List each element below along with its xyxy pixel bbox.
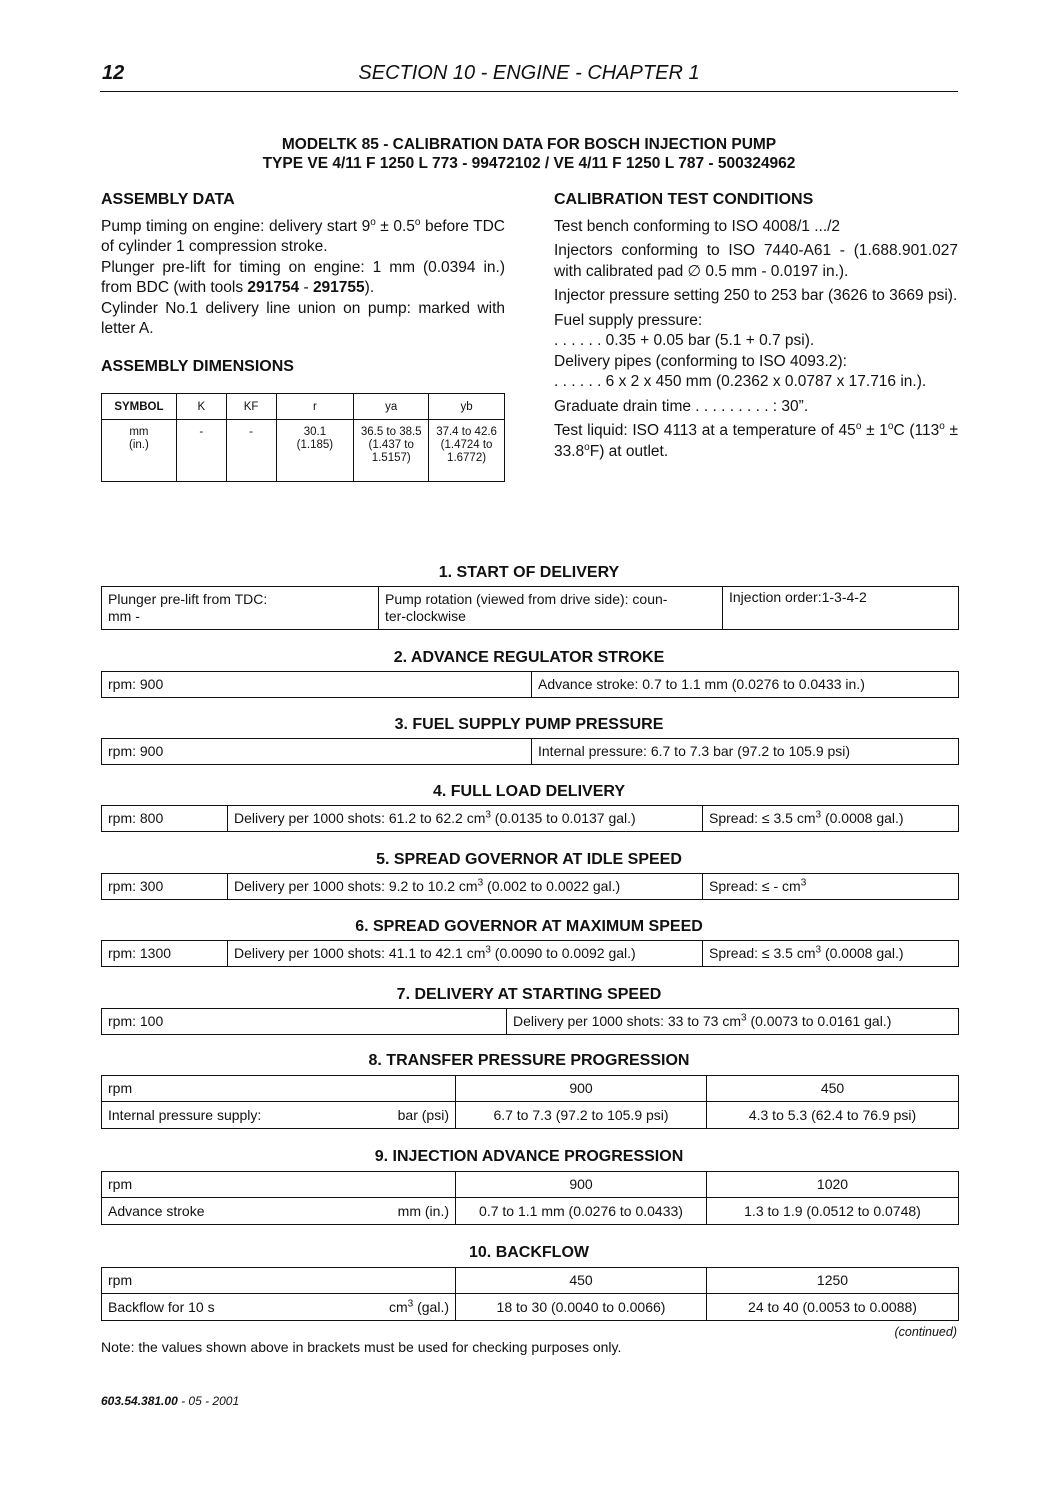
table-cell: 37.4 to 42.6 (1.4724 to 1.6772) bbox=[429, 420, 505, 482]
table-cell: 36.5 to 38.5 (1.437 to 1.5157) bbox=[354, 420, 429, 482]
delivery-pipes-label: Delivery pipes (conforming to ISO 4093.2): bbox=[554, 352, 847, 370]
table-cell: 450 bbox=[707, 1076, 959, 1102]
table-row bbox=[102, 806, 959, 832]
pump-timing-text: Pump timing on engine: delivery start $9^o \pm 0.5^o$ before TDC of cylinder 1 compression stroke. bbox=[101, 216, 505, 255]
advance-regulator-table bbox=[101, 671, 959, 698]
table-header-cell: ya bbox=[354, 394, 429, 420]
table-row bbox=[102, 420, 505, 482]
table-cell: rpm bbox=[102, 1076, 456, 1102]
fuel-supply-pump-table bbox=[101, 738, 959, 765]
table-cell: 450 bbox=[456, 1268, 707, 1294]
test-liquid-text: Test liquid: ISO 4113 at a temperature of $45^o \pm 1^oC$ $(113^o \pm 33.8^oF)$ at outlet. bbox=[554, 420, 958, 460]
assembly-data-section bbox=[101, 190, 505, 383]
table-header-cell: K bbox=[176, 394, 226, 420]
advance-regulator-title: 2. ADVANCE REGULATOR STROKE bbox=[393, 649, 665, 666]
document-code: 603.54.381.00 bbox=[101, 1394, 178, 1408]
start-of-delivery-table bbox=[101, 586, 959, 630]
table-cell: Internal pressure supply: bar (psi) bbox=[102, 1102, 456, 1129]
table-cell: Injection order:1-3-4-2 bbox=[723, 587, 959, 630]
table-cell: Spread: ≤ 3.5 $cm^3$ (0.0008 gal.) bbox=[703, 941, 959, 967]
title-line-2: TYPE VE 4/11 F 1250 L 773 - 99472102 / VE 4/11 F 1250 L 787 - 500324962 bbox=[262, 155, 796, 172]
table-cell: mm (in.) bbox=[102, 420, 177, 482]
page-number: 12 bbox=[102, 62, 125, 84]
table-cell: 18 to 30 (0.0040 to 0.0066) bbox=[456, 1294, 707, 1321]
table-cell: 24 to 40 (0.0053 to 0.0088) bbox=[707, 1294, 959, 1321]
table-cell: 1250 bbox=[707, 1268, 959, 1294]
assembly-dimensions-table bbox=[101, 393, 505, 482]
table-header-cell: SYMBOL bbox=[102, 394, 177, 420]
table-cell: Delivery per 1000 shots: 33 to 73 $cm^3$ (0.0073 to 0.0161 gal.) bbox=[507, 1009, 959, 1035]
table-row bbox=[102, 1102, 959, 1129]
drain-time-text: Graduate drain time . . . . . . . . . : 30”. bbox=[554, 397, 809, 415]
injection-advance-table bbox=[101, 1171, 959, 1225]
table-cell: Spread: ≤ - $cm^3$ bbox=[703, 874, 959, 900]
table-row bbox=[102, 1294, 959, 1321]
full-load-delivery-table bbox=[101, 805, 959, 832]
spread-idle-title: 5. SPREAD GOVERNOR AT IDLE SPEED bbox=[376, 851, 682, 868]
table-cell: rpm: 900 bbox=[102, 672, 532, 698]
table-cell: Delivery per 1000 shots: 61.2 to 62.2 $cm^3$ (0.0135 to 0.0137 gal.) bbox=[228, 806, 703, 832]
table-cell: Advance stroke: 0.7 to 1.1 mm (0.0276 to 0.0433 in.) bbox=[532, 672, 959, 698]
title-line-1: MODELTK 85 - CALIBRATION DATA FOR BOSCH INJECTION PUMP bbox=[281, 136, 777, 153]
fuel-supply-label: Fuel supply pressure: bbox=[554, 311, 703, 329]
transfer-pressure-table bbox=[101, 1075, 959, 1129]
table-cell: rpm bbox=[102, 1172, 456, 1198]
table-cell: 900 bbox=[456, 1076, 707, 1102]
table-cell: Pump rotation (viewed from drive side): coun- ter-clockwise bbox=[379, 587, 723, 630]
table-cell: rpm: 1300 bbox=[102, 941, 228, 967]
table-cell: rpm bbox=[102, 1268, 456, 1294]
table-header-cell: KF bbox=[226, 394, 276, 420]
table-cell: Plunger pre-lift from TDC: mm - bbox=[102, 587, 379, 630]
document-title bbox=[100, 135, 958, 173]
table-row bbox=[102, 1268, 959, 1294]
full-load-delivery-title: 4. FULL LOAD DELIVERY bbox=[432, 783, 625, 800]
start-of-delivery-title: 1. START OF DELIVERY bbox=[438, 564, 620, 581]
injectors-text: Injectors conforming to ISO 7440-A61 - (1.688.901.027 with calibrated pad ∅ 0.5 mm - 0.0197 in.). bbox=[554, 242, 958, 280]
assembly-dimensions-heading: ASSEMBLY DIMENSIONS bbox=[101, 357, 294, 375]
table-cell: rpm: 100 bbox=[102, 1009, 507, 1035]
fuel-supply-pump-title: 3. FUEL SUPPLY PUMP PRESSURE bbox=[394, 716, 664, 733]
bracket-note: Note: the values shown above in brackets must be used for checking purposes only. bbox=[101, 1339, 622, 1355]
table-header-cell: yb bbox=[429, 394, 505, 420]
table-row bbox=[102, 1172, 959, 1198]
table-cell: Delivery per 1000 shots: 41.1 to 42.1 $cm^3$ (0.0090 to 0.0092 gal.) bbox=[228, 941, 703, 967]
table-row bbox=[102, 672, 959, 698]
injection-advance-title: 9. INJECTION ADVANCE PROGRESSION bbox=[374, 1148, 684, 1165]
table-cell: 6.7 to 7.3 (97.2 to 105.9 psi) bbox=[456, 1102, 707, 1129]
transfer-pressure-title: 8. TRANSFER PRESSURE PROGRESSION bbox=[368, 1052, 690, 1069]
spread-max-title: 6. SPREAD GOVERNOR AT MAXIMUM SPEED bbox=[355, 918, 703, 935]
table-row bbox=[102, 587, 959, 630]
table-cell: - bbox=[226, 420, 276, 482]
starting-speed-title: 7. DELIVERY AT STARTING SPEED bbox=[396, 986, 662, 1003]
table-cell: Internal pressure: 6.7 to 7.3 bar (97.2 to 105.9 psi) bbox=[532, 739, 959, 765]
table-cell: 1020 bbox=[707, 1172, 959, 1198]
backflow-table bbox=[101, 1267, 959, 1321]
delivery-line-text: Cylinder No.1 delivery line union on pump: marked with letter A. bbox=[101, 299, 505, 337]
page-footer bbox=[101, 1394, 239, 1408]
injector-pressure-text: Injector pressure setting 250 to 253 bar (3626 to 3669 psi). bbox=[554, 287, 958, 304]
table-cell: rpm: 300 bbox=[102, 874, 228, 900]
calibration-conditions-section bbox=[554, 190, 958, 462]
backflow-title: 10. BACKFLOW bbox=[469, 1244, 589, 1261]
table-cell: rpm: 800 bbox=[102, 806, 228, 832]
starting-speed-table bbox=[101, 1008, 959, 1035]
table-cell: 1.3 to 1.9 (0.0512 to 0.0748) bbox=[707, 1198, 959, 1225]
fuel-supply-value: . . . . . . 0.35 + 0.05 bar (5.1 + 0.7 psi). bbox=[554, 332, 815, 349]
plunger-prelift-text: Plunger pre-lift for timing on engine: 1 mm (0.0394 in.) from BDC (with tools 291754 - 291755). bbox=[101, 258, 505, 296]
calibration-conditions-heading: CALIBRATION TEST CONDITIONS bbox=[554, 191, 814, 208]
table-cell: 30.1 (1.185) bbox=[276, 420, 354, 482]
spread-max-table bbox=[101, 940, 959, 967]
table-cell: 4.3 to 5.3 (62.4 to 76.9 psi) bbox=[707, 1102, 959, 1129]
table-cell: Backflow for 10 s $cm^3$ (gal.) bbox=[102, 1294, 456, 1321]
table-cell: rpm: 900 bbox=[102, 739, 532, 765]
document-date: - 05 - 2001 bbox=[177, 1394, 240, 1408]
table-row bbox=[102, 874, 959, 900]
table-row bbox=[102, 1198, 959, 1225]
spread-idle-table bbox=[101, 873, 959, 900]
table-row bbox=[102, 739, 959, 765]
table-cell: - bbox=[176, 420, 226, 482]
table-row bbox=[102, 941, 959, 967]
section-title: SECTION 10 - ENGINE - CHAPTER 1 bbox=[358, 62, 700, 84]
page-header bbox=[100, 60, 958, 92]
table-cell: Spread: ≤ 3.5 $cm^3$ (0.0008 gal.) bbox=[703, 806, 959, 832]
continued-label: (continued) bbox=[894, 1325, 957, 1339]
test-bench-text: Test bench conforming to ISO 4008/1 .../2 bbox=[554, 217, 841, 235]
table-row bbox=[102, 1009, 959, 1035]
table-header-cell: r bbox=[276, 394, 354, 420]
table-cell: Advance stroke mm (in.) bbox=[102, 1198, 456, 1225]
table-cell: Delivery per 1000 shots: 9.2 to 10.2 $cm^3$ (0.002 to 0.0022 gal.) bbox=[228, 874, 703, 900]
table-row bbox=[102, 1076, 959, 1102]
table-cell: 900 bbox=[456, 1172, 707, 1198]
assembly-data-heading: ASSEMBLY DATA bbox=[101, 191, 235, 208]
delivery-pipes-value: . . . . . . 6 x 2 x 450 mm (0.2362 x 0.0787 x 17.716 in.). bbox=[554, 373, 927, 390]
table-cell: 0.7 to 1.1 mm (0.0276 to 0.0433) bbox=[456, 1198, 707, 1225]
table-row bbox=[102, 394, 505, 420]
